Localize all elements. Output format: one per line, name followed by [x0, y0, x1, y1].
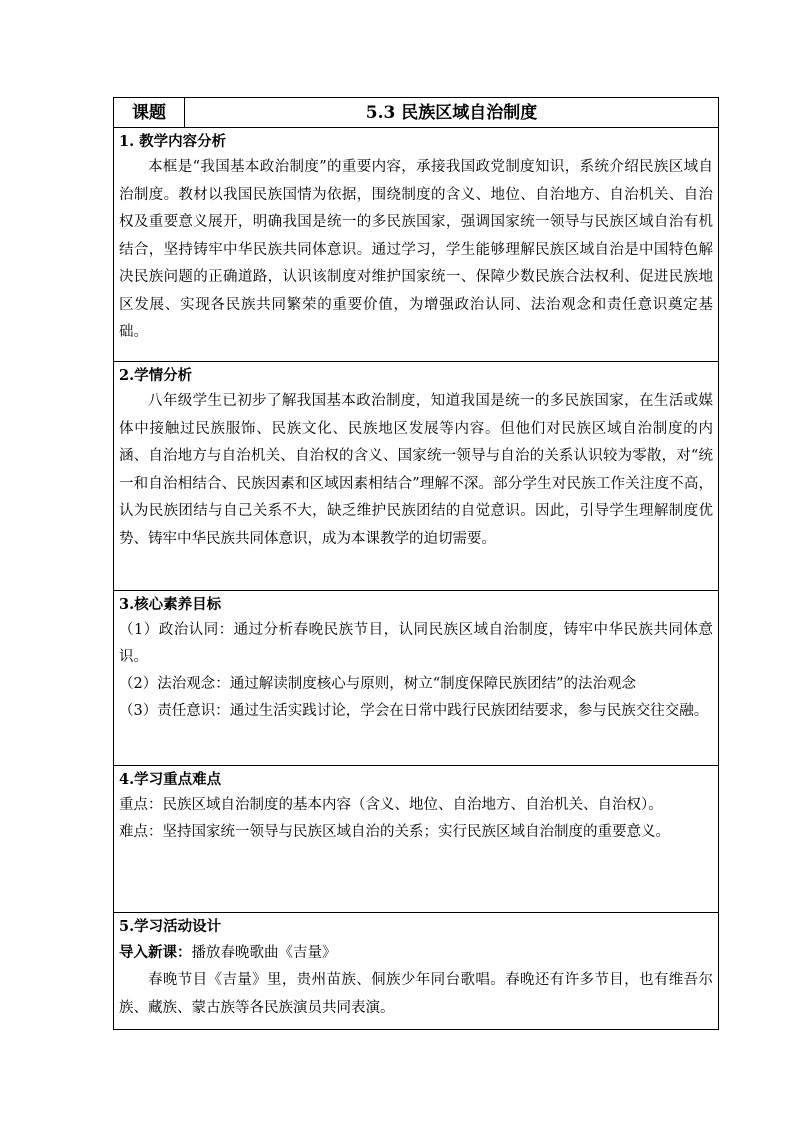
section-title: 1. 教学内容分析 — [119, 133, 227, 150]
section-title: 4.学习重点难点 — [119, 771, 222, 788]
section-content-analysis — [114, 128, 719, 362]
section-activities — [114, 913, 719, 1030]
section-paragraph: 本框是“我国基本政治制度”的重要内容，承接我国政党制度知识，系统介绍民族区域自治制度。教材以我国民族国情为依据，围绕制度的含义、地位、自治地方、自治机关、自治权及重要意义展开，明确我国是统一的多民族国家，强调国家统一领导与民族区域自治有机结合，坚持铸牢中华民族共同体意识。通过学习，学生能够理解民族区域自治是中国特色解决民族问题的正确道路，认识该制度对维护国家统一、保障少数民族合法权利、促进民族地区发展、实现各民族共同繁荣的重要价值，为增强政治认同、法治观念和责任意识奠定基础。 — [119, 159, 713, 340]
topic-title: 5.3 民族区域自治制度 — [185, 98, 719, 128]
lesson-plan-page — [113, 97, 719, 1030]
section-title: 3.核心素养目标 — [119, 596, 222, 613]
section-title: 2.学情分析 — [119, 367, 193, 384]
topic-label: 课题 — [114, 98, 185, 128]
section-student-analysis — [114, 362, 719, 591]
goal-item: （3）责任意识：通过生活实践讨论，学会在日常中践行民族团结要求，参与民族交往交融。 — [119, 703, 709, 719]
section-paragraph: 春晚节目《吉量》里，贵州苗族、侗族少年同台歌唱。春晚还有许多节目，也有维吾尔族、藏族、蒙古族等各民族演员共同表演。 — [119, 972, 713, 1016]
goal-item: （2）法治观念：通过解读制度核心与原则，树立“制度保障民族团结”的法治观念 — [119, 676, 637, 692]
title-row — [114, 98, 719, 128]
section-paragraph: 八年级学生已初步了解我国基本政治制度，知道我国是统一的多民族国家，在生活或媒体中接触过民族服饰、民族文化、民族地区发展等内容。但他们对民族区域自治制度的内涵、自治地方与自治机关、自治权的含义、国家统一领导与自治的关系认识较为零散，对“统一和自治相结合、民族因素和区域因素相结合”理解不深。部分学生对民族工作关注度不高，认为民族团结与自己关系不大，缺乏维护民族团结的自觉意识。因此，引导学生理解制度优势、铸牢中华民族共同体意识，成为本课教学的迫切需要。 — [119, 393, 713, 547]
section-key-points — [114, 766, 719, 913]
key-point-item: 重点：民族区域自治制度的基本内容（含义、地位、自治地方、自治机关、自治权）。 — [119, 797, 663, 813]
section-title: 5.学习活动设计 — [119, 918, 222, 935]
intro-line — [119, 939, 713, 967]
difficulty-item: 难点：坚持国家统一领导与民族区域自治的关系；实行民族区域自治制度的重要意义。 — [119, 824, 670, 840]
lesson-plan-table — [113, 97, 719, 1030]
intro-label: 导入新课： — [119, 944, 192, 961]
goal-item: （1）政治认同：通过分析春晚民族节目，认同民族区域自治制度，铸牢中华民族共同体意识。 — [119, 622, 713, 665]
section-core-goals — [114, 591, 719, 766]
intro-text: 播放春晚歌曲《吉量》 — [191, 945, 337, 961]
